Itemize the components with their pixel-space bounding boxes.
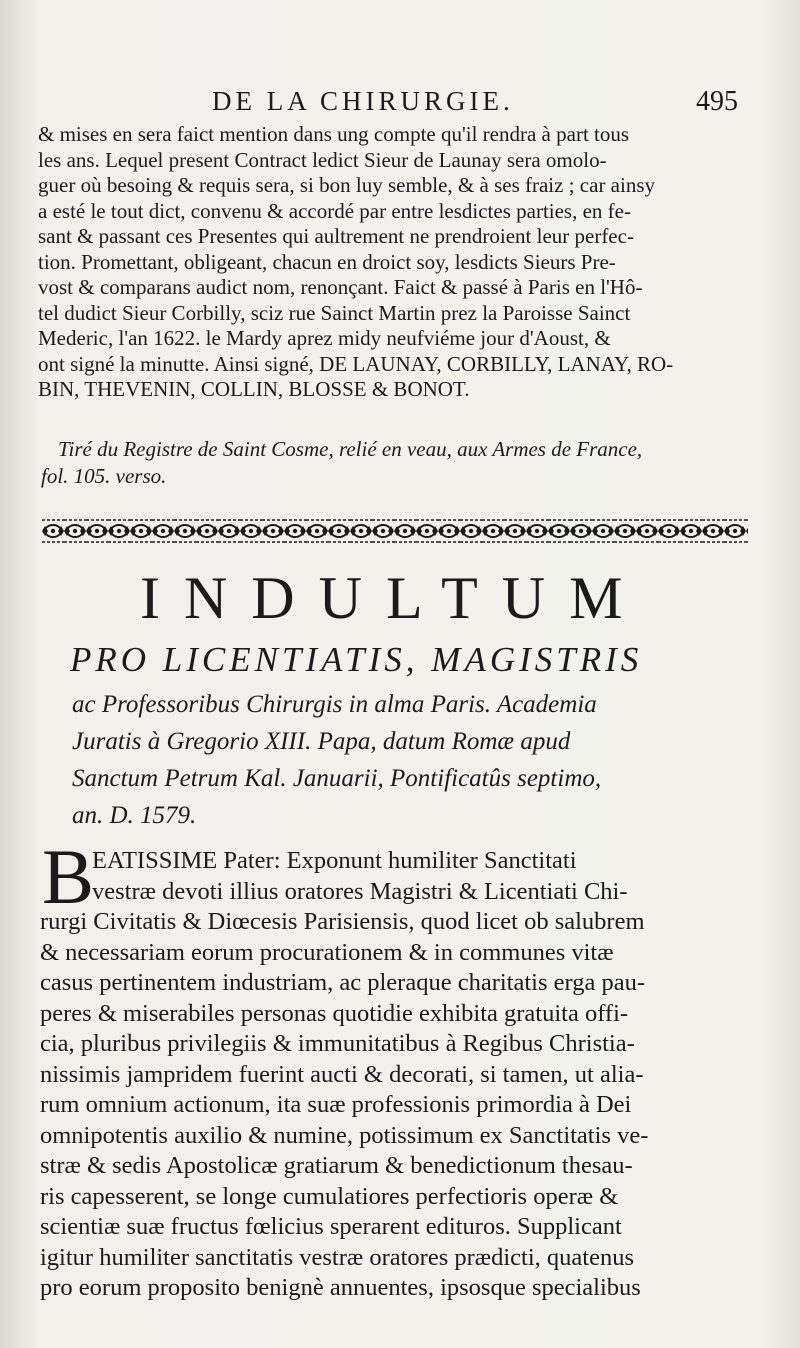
page-header — [0, 86, 800, 126]
source-line: fol. 105. verso. — [41, 464, 167, 488]
text-line: tion. Promettant, obligeant, chacun en droict soy, lesdicts Sieurs Pre- — [38, 249, 616, 274]
text-line: EATISSIME Pater: Exponunt humiliter Sanctitati — [92, 847, 577, 874]
ornamental-border — [42, 516, 748, 546]
source-note — [41, 436, 758, 490]
contract-paragraph — [38, 122, 756, 403]
text-line: guer où besoing & requis sera, si bon luy semble, & à ses fraiz ; car ainsy — [38, 173, 656, 197]
text-line: vestræ devoti illius oratores Magistri & Licentiati Chi- — [92, 877, 628, 905]
text-line: pro eorum proposito benignè annuentes, ipsosque specialibus — [40, 1274, 641, 1301]
subtitle-line: an. D. 1579. — [72, 802, 197, 829]
text-line: cia, pluribus privilegiis & immunitatibus à Regibus Christia- — [40, 1030, 635, 1057]
subtitle-line: Sanctum Petrum Kal. Januarii, Pontificatûs septimo, — [72, 765, 602, 792]
page-number: 495 — [696, 86, 738, 117]
subtitle-heading: PRO LICENTIATIS, MAGISTRIS — [70, 640, 643, 679]
text-line: les ans. Lequel present Contract ledict Sieur de Launay sera omolo- — [38, 147, 607, 172]
subtitle-block — [72, 686, 762, 834]
indultum-paragraph — [40, 846, 756, 1304]
text-line: casus pertinentem industriam, ac pleraque charitatis erga pau- — [40, 969, 645, 996]
source-line: Tiré du Registre de Saint Cosme, relié en veau, aux Armes de France, — [58, 437, 643, 461]
drop-capital: B — [42, 833, 95, 920]
text-line: rum omnium actionum, ita suæ professionis primordia à Dei — [40, 1091, 632, 1118]
text-line: omnipotentis auxilio & numine, potissimum ex Sanctitatis ve- — [40, 1121, 649, 1149]
text-line: nissimis jampridem fuerint aucti & decorati, si tamen, ut alia- — [40, 1060, 644, 1088]
text-line: rurgi Civitatis & Diœcesis Parisiensis, quod licet ob salubrem — [40, 908, 645, 935]
text-line: ris capesserent, se longe cumulatiores perfectioris operæ & — [40, 1182, 619, 1210]
text-line: stræ & sedis Apostolicæ gratiarum & benedictionum thesau- — [40, 1152, 633, 1179]
text-line: BIN, THEVENIN, COLLIN, BLOSSE & BONOT. — [38, 377, 470, 401]
text-line: vost & comparans audict nom, renonçant. Faict & passé à Paris en l'Hô- — [38, 275, 643, 299]
text-line: ont signé la minutte. Ainsi signé, DE LAUNAY, CORBILLY, LANAY, RO- — [38, 351, 674, 376]
text-line: tel dudict Sieur Corbilly, sciz rue Sainct Martin prez la Paroisse Sainct — [38, 300, 631, 325]
text-line: sant & passant ces Presentes qui aultrement ne prendroient leur perfec- — [38, 224, 634, 248]
text-line: Mederic, l'an 1622. le Mardy aprez midy neufviéme jour d'Aoust, & — [38, 326, 611, 350]
running-title: DE LA CHIRURGIE. — [212, 86, 514, 116]
subtitle-line: Juratis à Gregorio XIII. Papa, datum Romæ apud — [72, 728, 571, 755]
text-line: & mises en sera faict mention dans ung compte qu'il rendra à part tous — [38, 122, 630, 146]
text-line: peres & miserabiles personas quotidie exhibita gratuita offi- — [40, 999, 629, 1027]
text-line: & necessariam eorum procurationem & in communes vitæ — [40, 938, 614, 966]
main-title: INDULTUM — [140, 565, 647, 631]
text-line: scientiæ suæ fructus fœlicius sperarent edituros. Supplicant — [40, 1213, 622, 1240]
text-line: igitur humiliter sanctitatis vestræ oratores prædicti, quatenus — [40, 1243, 635, 1271]
subtitle-line: ac Professoribus Chirurgis in alma Paris. Academia — [72, 691, 597, 718]
text-line: a esté le tout dict, convenu & accordé par entre lesdictes parties, en fe- — [38, 198, 631, 223]
